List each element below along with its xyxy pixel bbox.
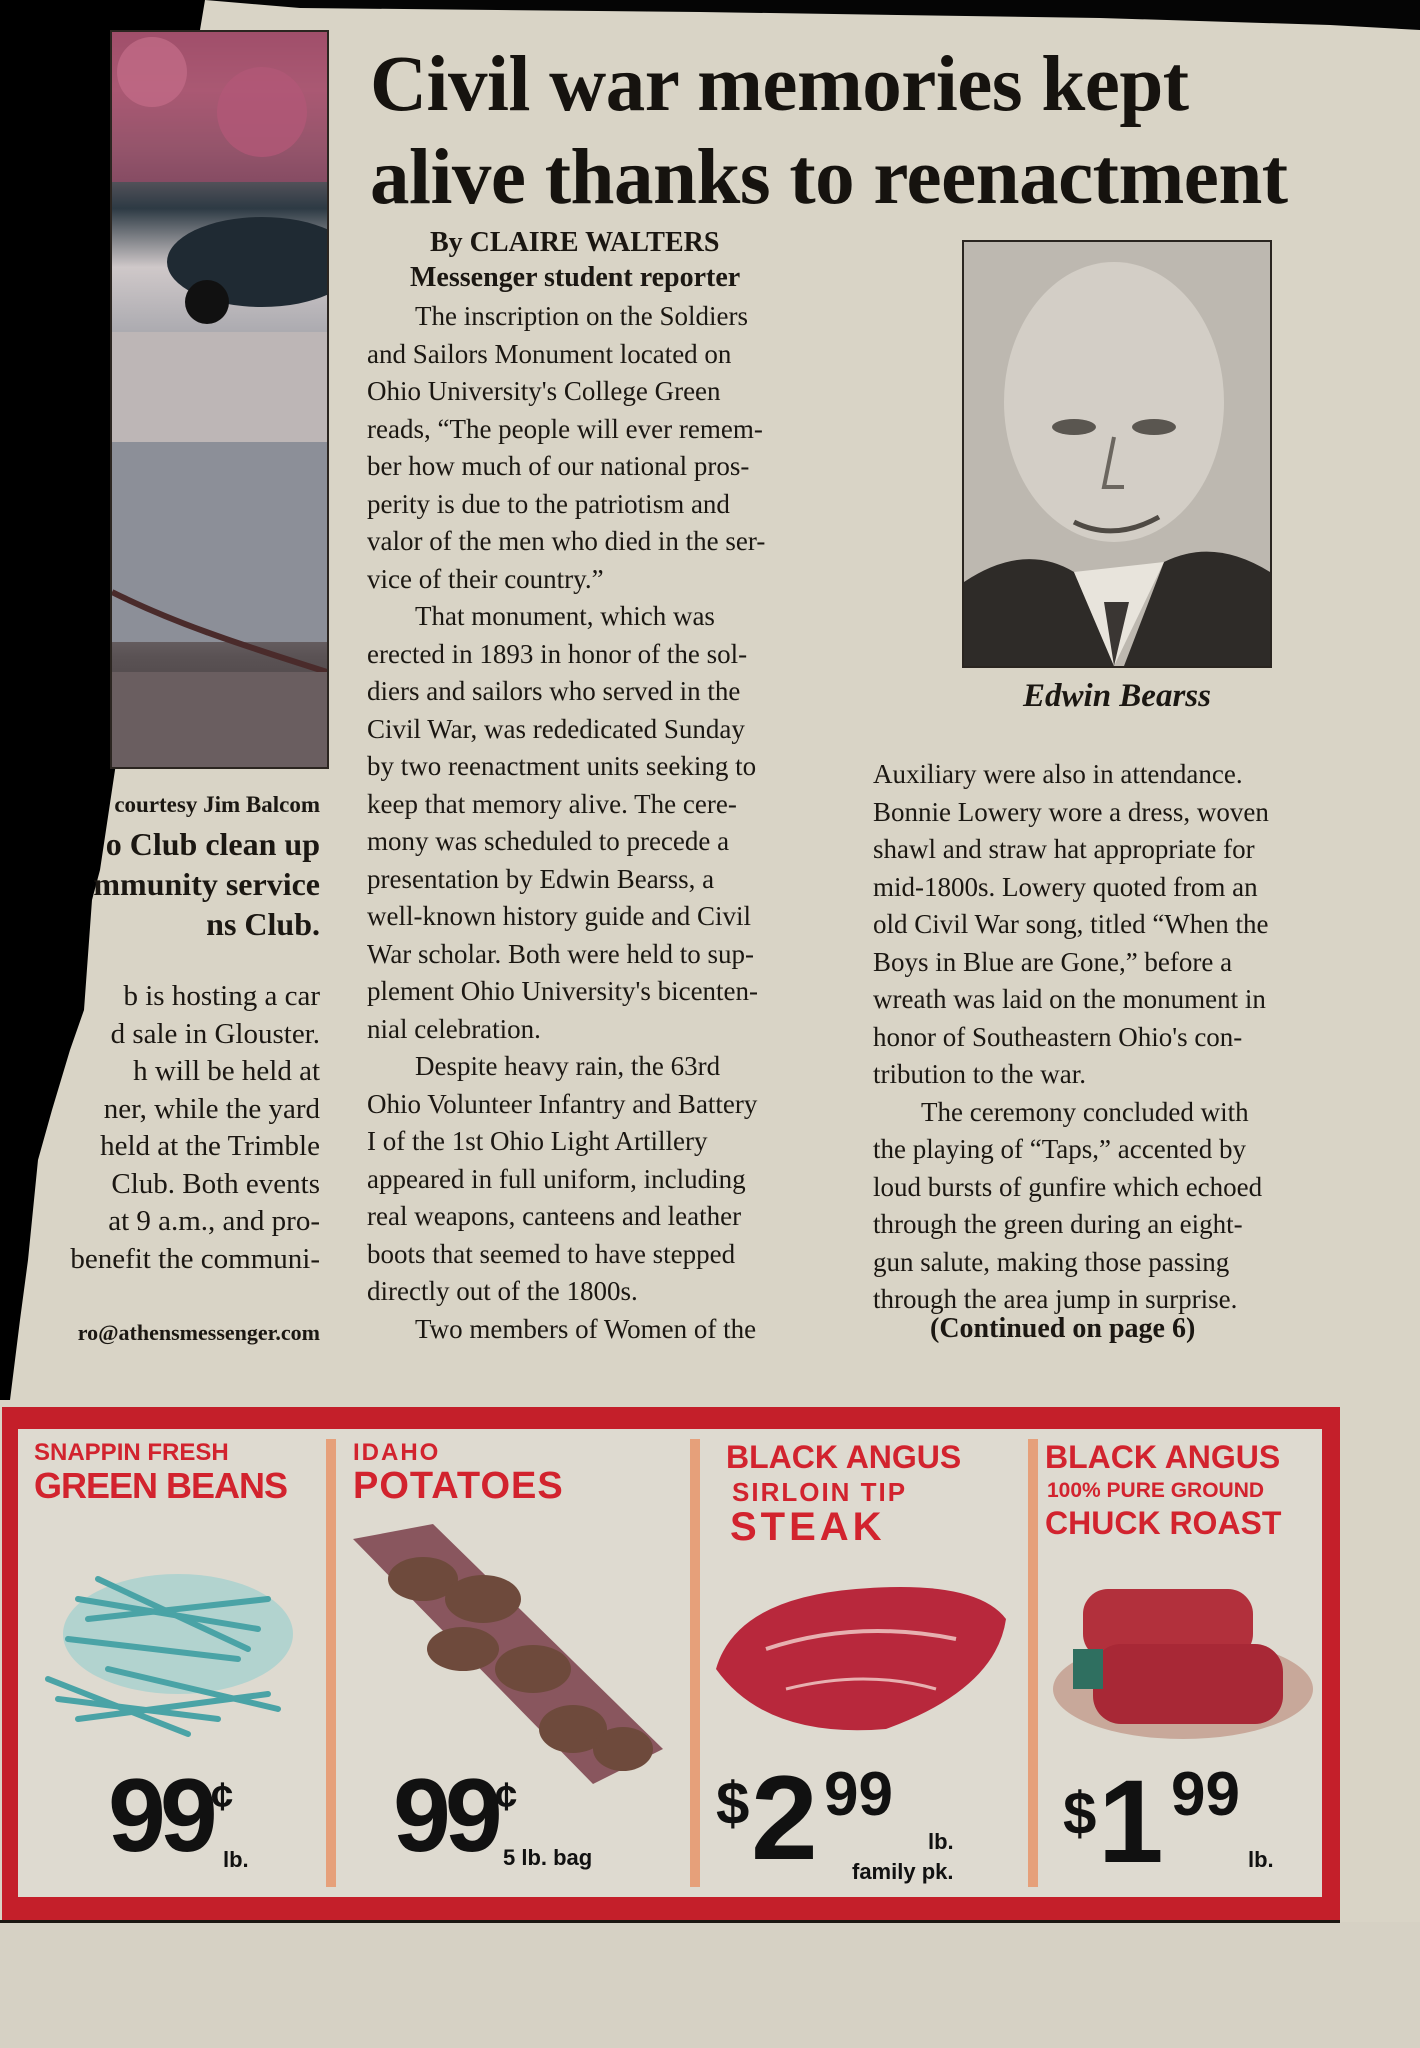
fragment-photo: [110, 30, 329, 769]
article-line: boots that seemed to have stepped: [367, 1238, 736, 1269]
photo-credit: courtesy Jim Balcom: [114, 792, 320, 817]
article-line: honor of Southeastern Ohio's con-: [873, 1021, 1243, 1052]
article-line: well-known history guide and Civil: [367, 901, 751, 931]
page-bottom-margin: [0, 1922, 1420, 2048]
article-line: through the area jump in surprise.: [873, 1284, 1238, 1314]
ad-line3: CHUCK ROAST: [1045, 1505, 1282, 1541]
fragment-headline-line: mmunity service: [93, 866, 320, 902]
fragment-body-line: b is hosting a car: [123, 980, 320, 1012]
byline-author: By CLAIRE WALTERS: [430, 227, 720, 258]
price-unit: family pk.: [852, 1859, 954, 1884]
article-line: Ohio Volunteer Infantry and Battery: [367, 1088, 758, 1119]
article-line: vice of their country.”: [367, 563, 604, 594]
article-line: the playing of “Taps,” accented by: [873, 1134, 1246, 1164]
article-line: valor of the men who died in the ser-: [367, 526, 766, 556]
steak-image: [706, 1579, 1016, 1739]
grocery-advertisement: [2, 1407, 1340, 1922]
price-dollar: $: [716, 1770, 750, 1837]
price-cents: 99: [824, 1760, 893, 1829]
article-line: Boys in Blue are Gone,” before a: [873, 946, 1233, 977]
green-beans-image: [38, 1519, 308, 1749]
fragment-body-line: held at the Trimble: [100, 1130, 320, 1162]
ad-panel-sirloin-steak: [706, 1429, 1026, 1897]
price-unit-top: lb.: [928, 1829, 954, 1854]
price-amount: 2: [751, 1751, 818, 1885]
article-line: War scholar. Both were held to sup-: [367, 938, 754, 969]
article-line: erected in 1893 in honor of the sol-: [367, 638, 748, 669]
ad-panel-potatoes: [343, 1429, 683, 1897]
ad-panel-green-beans: [18, 1429, 318, 1897]
article-line: and Sailors Monument located on: [367, 338, 732, 369]
ad-line1: BLACK ANGUS: [1045, 1439, 1281, 1475]
price-dollar: $: [1063, 1780, 1097, 1847]
headline-line: Civil war memories kept: [370, 41, 1189, 128]
ad-line2: GREEN BEANS: [34, 1465, 288, 1506]
fragment-body: [40, 978, 320, 1278]
article-line: Two members of Women of the: [415, 1313, 757, 1344]
ad-panel-chuck-roast: [1043, 1429, 1323, 1897]
price-unit: 5 lb. bag: [503, 1845, 593, 1870]
article-line: appeared in full uniform, including: [367, 1163, 746, 1194]
article-headline: [370, 38, 1288, 224]
car-scene-image: [112, 32, 327, 767]
byline: [410, 225, 740, 295]
article-line: ber how much of our national pros-: [367, 451, 750, 481]
article-line: Despite heavy rain, the 63rd: [415, 1051, 721, 1081]
article-column-1: [367, 298, 829, 1348]
article-line: shawl and straw hat appropriate for: [873, 834, 1255, 864]
fragment-body-line: Club. Both events: [111, 1167, 320, 1200]
article-line: gun salute, making those passing: [873, 1246, 1230, 1277]
ad-line2: 100% PURE GROUND: [1047, 1479, 1265, 1502]
ad-line2: POTATOES: [353, 1465, 564, 1507]
article-line: tribution to the war.: [873, 1059, 1086, 1089]
ad-line1: IDAHO: [353, 1439, 441, 1466]
price-symbol: ¢: [495, 1775, 518, 1819]
fragment-body-line: h will be held at: [133, 1055, 320, 1087]
bottom-rule: [0, 1920, 1340, 1923]
price-cents: 99: [1171, 1760, 1240, 1829]
ad-line3: STEAK: [730, 1505, 886, 1549]
ad-line1: SNAPPIN FRESH: [34, 1439, 229, 1466]
article-line: by two reenactment units seeking to: [367, 751, 757, 781]
photo-caption: Edwin Bearss: [1023, 678, 1211, 714]
article-line: wreath was laid on the monument in: [873, 984, 1266, 1014]
article-line: diers and sailors who served in the: [367, 676, 741, 706]
portrait-image: [964, 242, 1270, 666]
article-line: directly out of the 1800s.: [367, 1276, 638, 1306]
potatoes-image: [343, 1519, 673, 1789]
fragment-body-line: benefit the communi-: [70, 1242, 320, 1275]
price-amount: 99: [393, 1758, 497, 1874]
fragment-email: ro@athensmessenger.com: [77, 1320, 320, 1345]
article-line: plement Ohio University's bicenten-: [367, 976, 759, 1006]
price-unit: lb.: [223, 1847, 249, 1872]
ad-separator: [1028, 1439, 1038, 1887]
article-line: I of the 1st Ohio Light Artillery: [367, 1126, 708, 1156]
ad-line1: BLACK ANGUS: [726, 1439, 962, 1475]
fragment-headline-line: o Club clean up: [105, 826, 320, 862]
article-line: nial celebration.: [367, 1013, 541, 1044]
ground-beef-image: [1043, 1549, 1323, 1749]
ad-line2: SIRLOIN TIP: [732, 1477, 908, 1507]
price-amount: 1: [1098, 1756, 1164, 1888]
article-line: perity is due to the patriotism and: [367, 488, 730, 519]
article-line: The ceremony concluded with: [921, 1096, 1249, 1127]
continued-notice: (Continued on page 6): [930, 1313, 1196, 1344]
fragment-headline: [60, 824, 320, 944]
article-line: keep that memory alive. The cere-: [367, 788, 737, 819]
article-line: real weapons, canteens and leather: [367, 1201, 742, 1231]
article-line: reads, “The people will ever remem-: [367, 413, 763, 444]
article-line: mid-1800s. Lowery quoted from an: [873, 871, 1258, 902]
ad-panels: [18, 1429, 1322, 1897]
fragment-body-line: d sale in Glouster.: [110, 1017, 320, 1050]
article-column-2: [873, 756, 1339, 1319]
article-line: Bonnie Lowery wore a dress, woven: [873, 796, 1269, 827]
byline-title: Messenger student reporter: [410, 262, 741, 293]
fragment-headline-line: ns Club.: [206, 906, 320, 942]
article-line: mony was scheduled to precede a: [367, 826, 730, 856]
article-line: That monument, which was: [415, 601, 715, 631]
ad-separator: [326, 1439, 336, 1887]
article-line: presentation by Edwin Bearss, a: [367, 863, 715, 894]
article-line: through the green during an eight-: [873, 1209, 1243, 1239]
article-line: The inscription on the Soldiers: [415, 301, 748, 331]
fragment-body-line: ner, while the yard: [103, 1092, 320, 1125]
fragment-body-line: at 9 a.m., and pro-: [108, 1205, 320, 1237]
price-symbol: ¢: [211, 1775, 234, 1819]
article-line: Auxiliary were also in attendance.: [873, 759, 1243, 789]
portrait-photo: [962, 240, 1272, 668]
ad-separator: [690, 1439, 700, 1887]
article-line: Ohio University's College Green: [367, 376, 721, 406]
price-amount: 99: [108, 1758, 212, 1874]
article-line: Civil War, was rededicated Sunday: [367, 713, 745, 744]
article-line: loud bursts of gunfire which echoed: [873, 1171, 1263, 1202]
article-line: old Civil War song, titled “When the: [873, 909, 1269, 939]
price-unit: lb.: [1248, 1847, 1274, 1872]
headline-line: alive thanks to reenactment: [370, 134, 1288, 221]
